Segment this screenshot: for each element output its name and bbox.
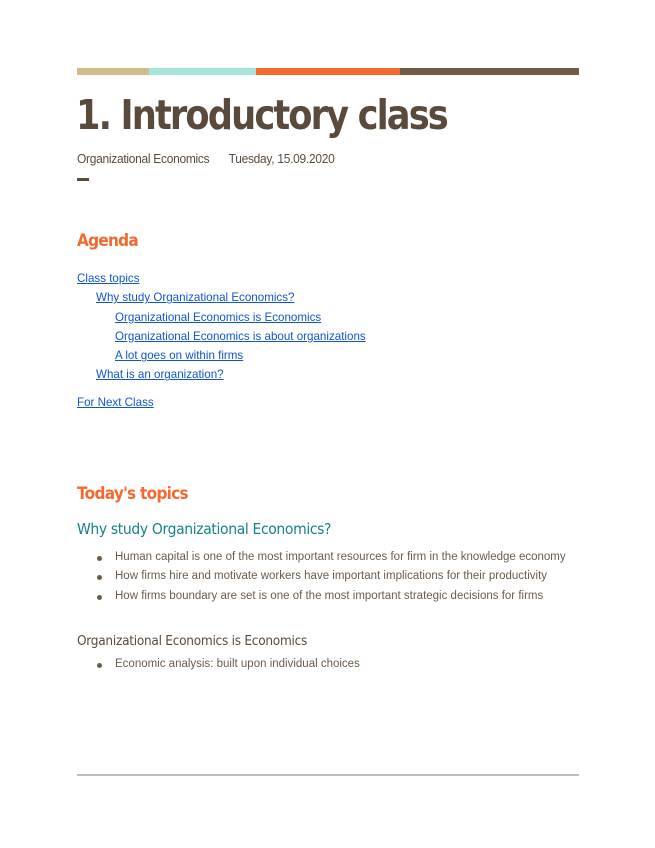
class-date: Tuesday, 15.09.2020 [228,151,335,166]
list-item: How firms hire and motivate workers have important implications for their productivity [115,567,579,586]
subtitle-row [77,151,539,166]
oe-is-economics-heading: Organizational Economics is Economics [77,632,308,649]
todays-topics-heading: Today's topics [77,484,188,505]
toc-link-for-next-class[interactable]: For Next Class [77,395,154,409]
title-dash-divider [77,178,89,181]
why-study-bullet-list [77,548,579,606]
table-of-contents [77,269,579,412]
toc-link-why-study[interactable]: Why study Organizational Economics? [96,291,295,305]
toc-link-class-topics[interactable]: Class topics [77,272,140,285]
toc-link-oe-is-economics[interactable]: Organizational Economics is Economics [115,310,322,324]
color-bar-segment-orange [256,68,400,75]
color-bar-segment-tan [77,68,149,75]
oe-is-economics-bullet-list [77,655,579,674]
color-bar-segment-brown [400,68,579,75]
toc-link-oe-about-organizations[interactable]: Organizational Economics is about organizations [115,329,366,343]
course-name: Organizational Economics [77,151,210,166]
why-study-heading: Why study Organizational Economics? [77,520,332,539]
agenda-heading: Agenda [77,231,139,251]
color-bar [77,68,579,75]
document-page [77,68,579,674]
list-item: Human capital is one of the most important resources for firm in the knowledge economy [115,548,579,567]
list-item: Economic analysis: built upon individual choices [115,655,579,674]
toc-link-within-firms[interactable]: A lot goes on within firms [115,349,244,363]
toc-link-what-is-organization[interactable]: What is an organization? [96,368,224,382]
list-item: How firms boundary are set is one of the most important strategic decisions for firms [115,587,579,606]
page-bottom-rule [77,774,579,776]
color-bar-segment-mint [149,68,256,75]
document-title: 1. Introductory class [76,91,447,139]
